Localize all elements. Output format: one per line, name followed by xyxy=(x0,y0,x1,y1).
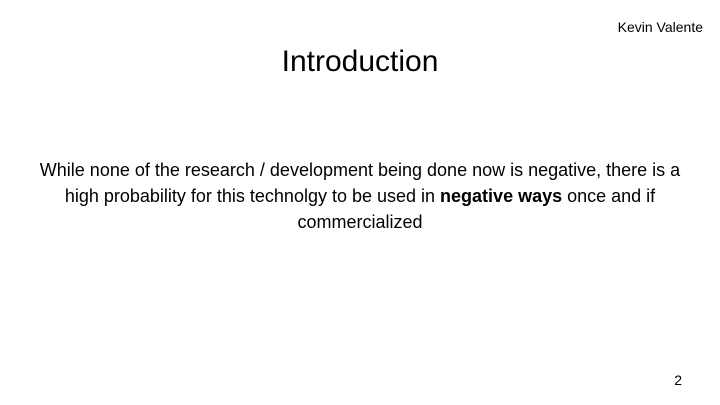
bold-text-run: negative ways xyxy=(440,186,563,206)
body-text-line xyxy=(20,183,700,209)
body-text-line xyxy=(20,209,700,235)
page-number: 2 xyxy=(674,372,682,388)
text-run: While none of the research / development being done now is negative, there is a xyxy=(39,160,681,180)
text-run: high probability for this technolgy to be used in xyxy=(64,186,441,206)
body-text-line xyxy=(20,157,700,183)
body-text xyxy=(20,157,700,235)
text-run: once and if xyxy=(562,186,656,206)
text-run: commercialized xyxy=(297,212,423,232)
author-name: Kevin Valente xyxy=(617,19,703,35)
slide-title: Introduction xyxy=(281,45,439,78)
